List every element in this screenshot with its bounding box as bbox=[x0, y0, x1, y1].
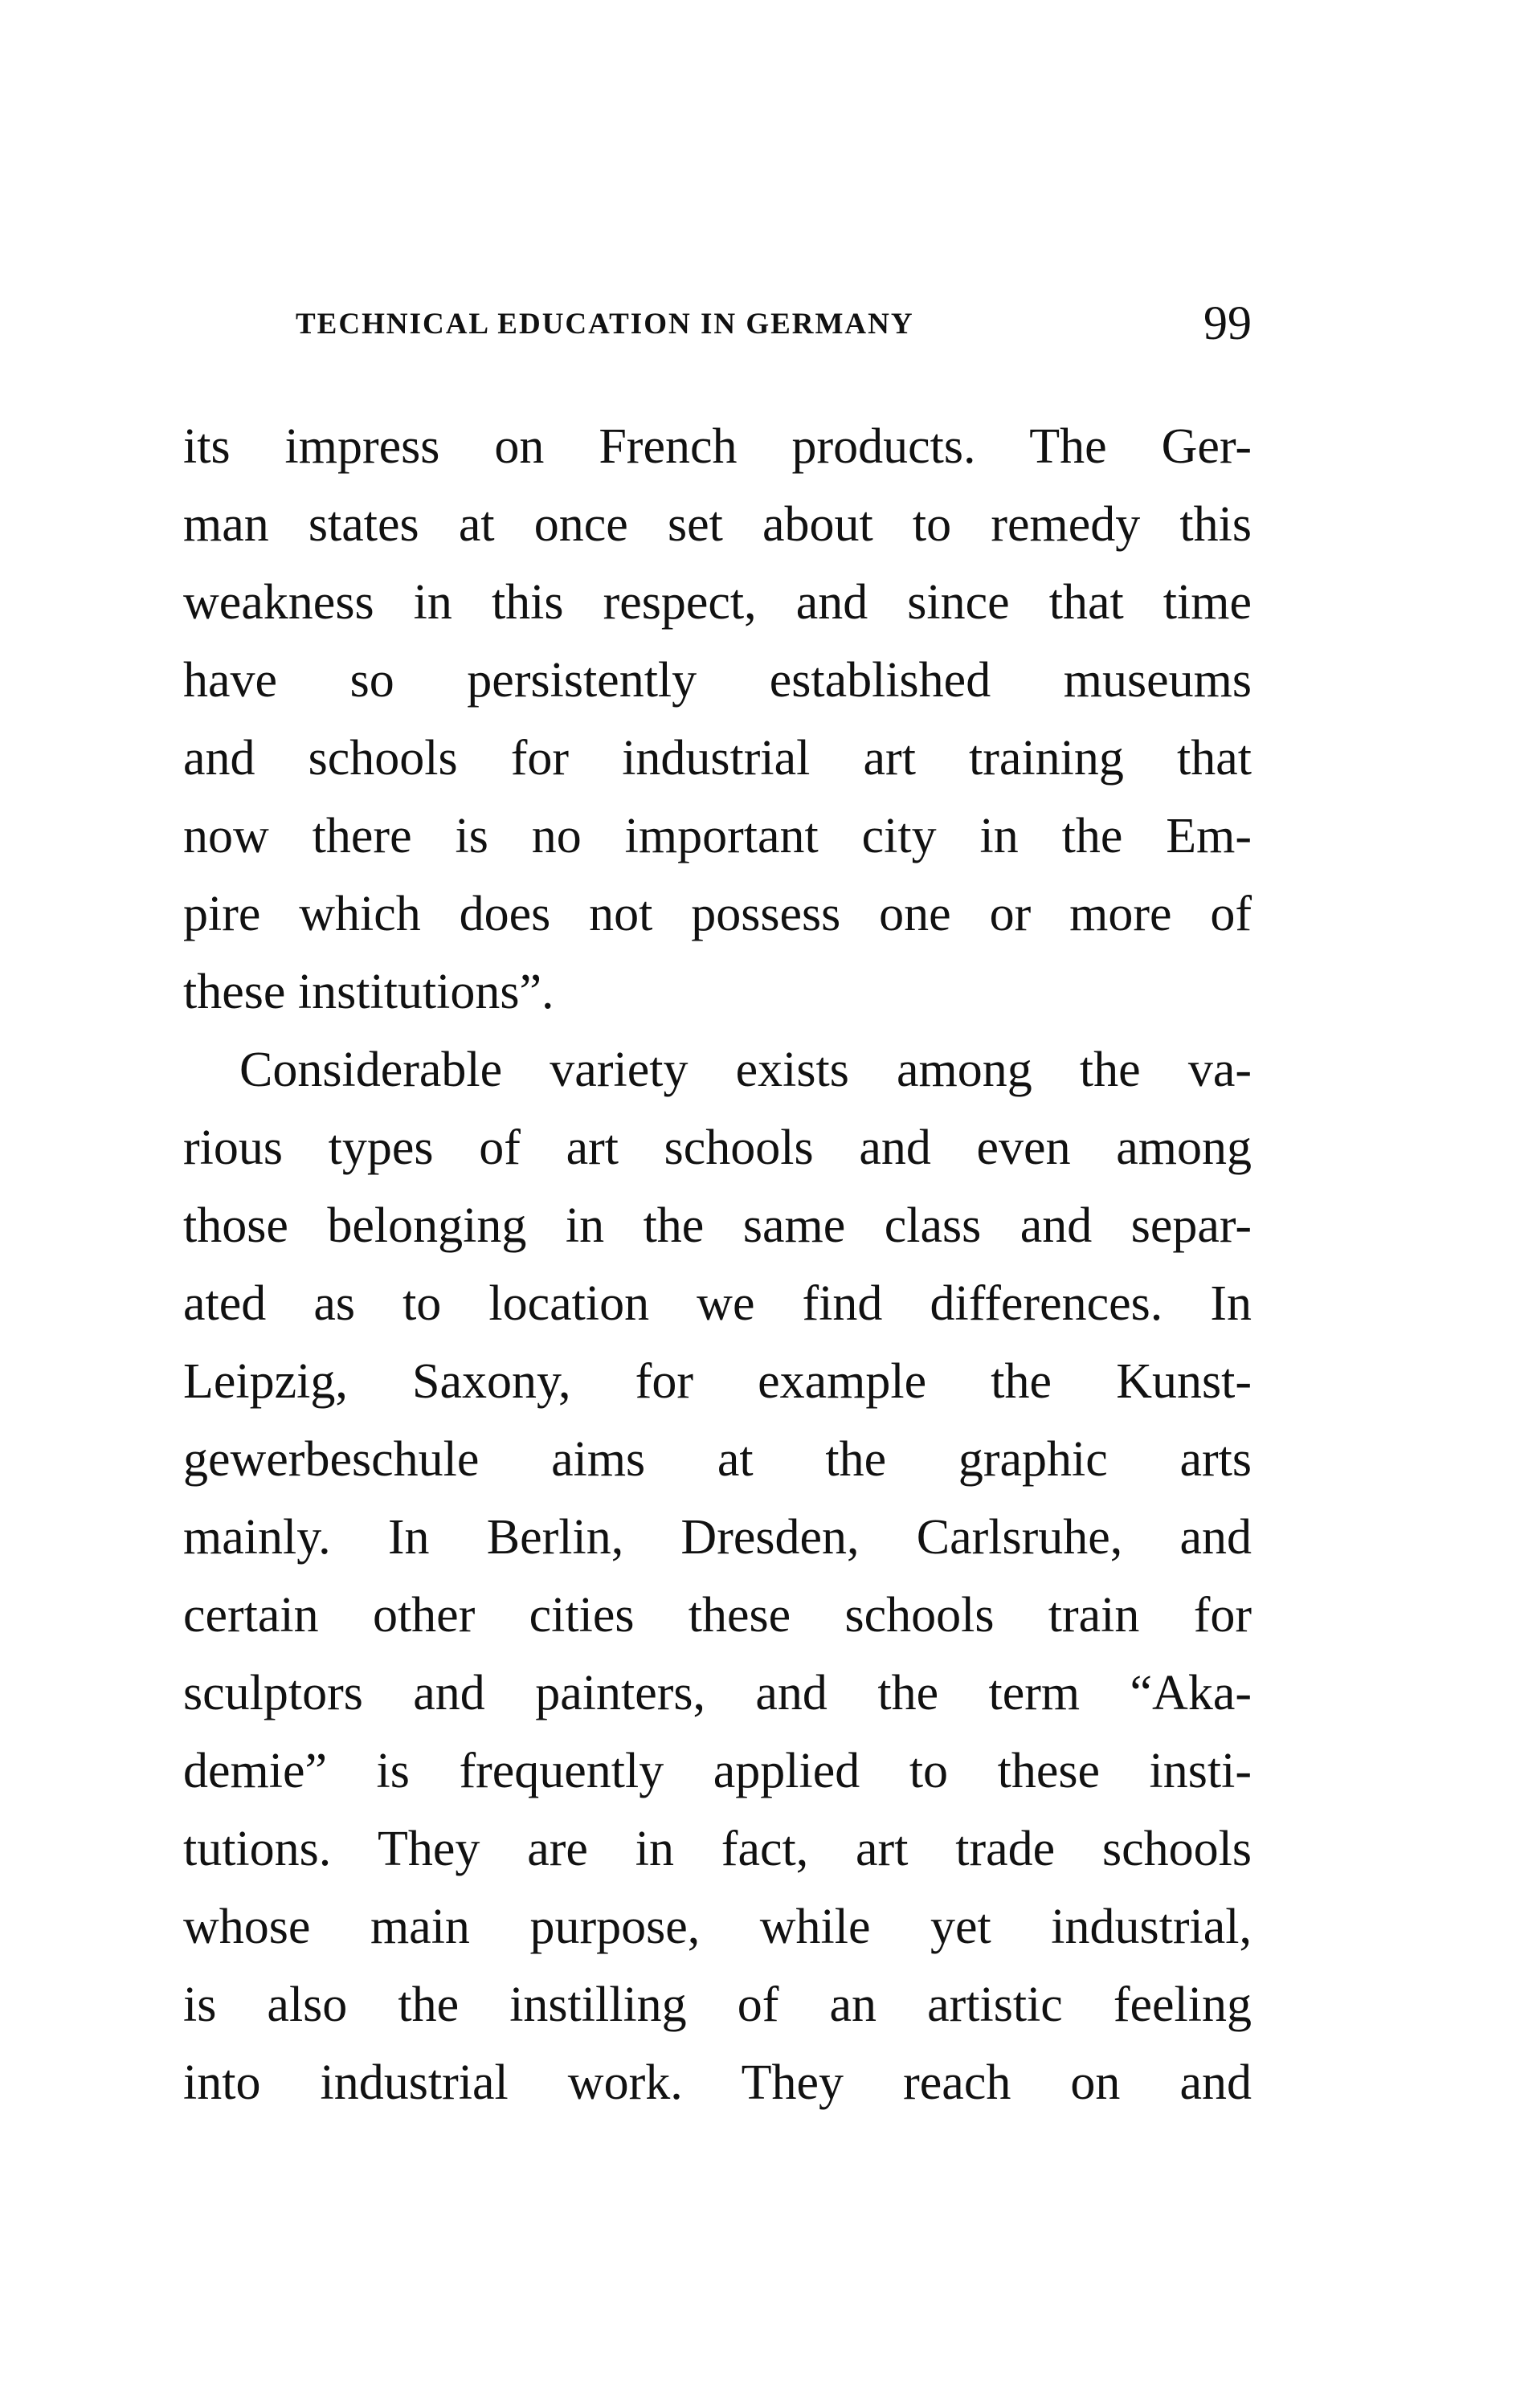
paragraph-1 bbox=[183, 408, 1252, 1031]
text-line: now there is no important city in the Em- bbox=[183, 809, 1252, 863]
text-line: certain other cities these schools train for bbox=[183, 1588, 1252, 1643]
text-line: demie” is frequently applied to these insti- bbox=[183, 1744, 1252, 1798]
running-head bbox=[296, 296, 1252, 352]
text-line: these institutions”. bbox=[183, 965, 554, 1019]
text-line: man states at once set about to remedy this bbox=[183, 497, 1252, 552]
text-line: tutions. They are in fact, art trade schools bbox=[183, 1822, 1252, 1876]
text-line: weakness in this respect, and since that time bbox=[183, 575, 1252, 630]
text-line: Leipzig, Saxony, for example the Kunst- bbox=[183, 1354, 1252, 1409]
text-line: those belonging in the same class and separ- bbox=[183, 1198, 1252, 1253]
paragraph-2 bbox=[183, 1031, 1252, 2122]
text-line: gewerbeschule aims at the graphic arts bbox=[183, 1432, 1252, 1487]
text-line: pire which does not possess one or more of bbox=[183, 887, 1252, 941]
text-line: its impress on French products. The Ger- bbox=[183, 419, 1252, 474]
page-number: 99 bbox=[1203, 296, 1252, 349]
text-line: sculptors and painters, and the term “Aka- bbox=[183, 1666, 1252, 1720]
text-line: rious types of art schools and even among bbox=[183, 1120, 1252, 1175]
text-line: ated as to location we find differences. In bbox=[183, 1276, 1252, 1331]
text-line: mainly. In Berlin, Dresden, Carlsruhe, and bbox=[183, 1510, 1252, 1565]
text-line: Considerable variety exists among the va- bbox=[239, 1043, 1252, 1097]
running-title: TECHNICAL EDUCATION IN GERMANY bbox=[296, 308, 914, 341]
text-line: into industrial work. They reach on and bbox=[183, 2055, 1252, 2110]
text-line: have so persistently established museums bbox=[183, 653, 1252, 708]
text-line: and schools for industrial art training that bbox=[183, 731, 1252, 786]
text-line: is also the instilling of an artistic feeling bbox=[183, 1977, 1252, 2032]
body-text bbox=[183, 408, 1252, 2122]
text-line: whose main purpose, while yet industrial, bbox=[183, 1900, 1252, 1954]
